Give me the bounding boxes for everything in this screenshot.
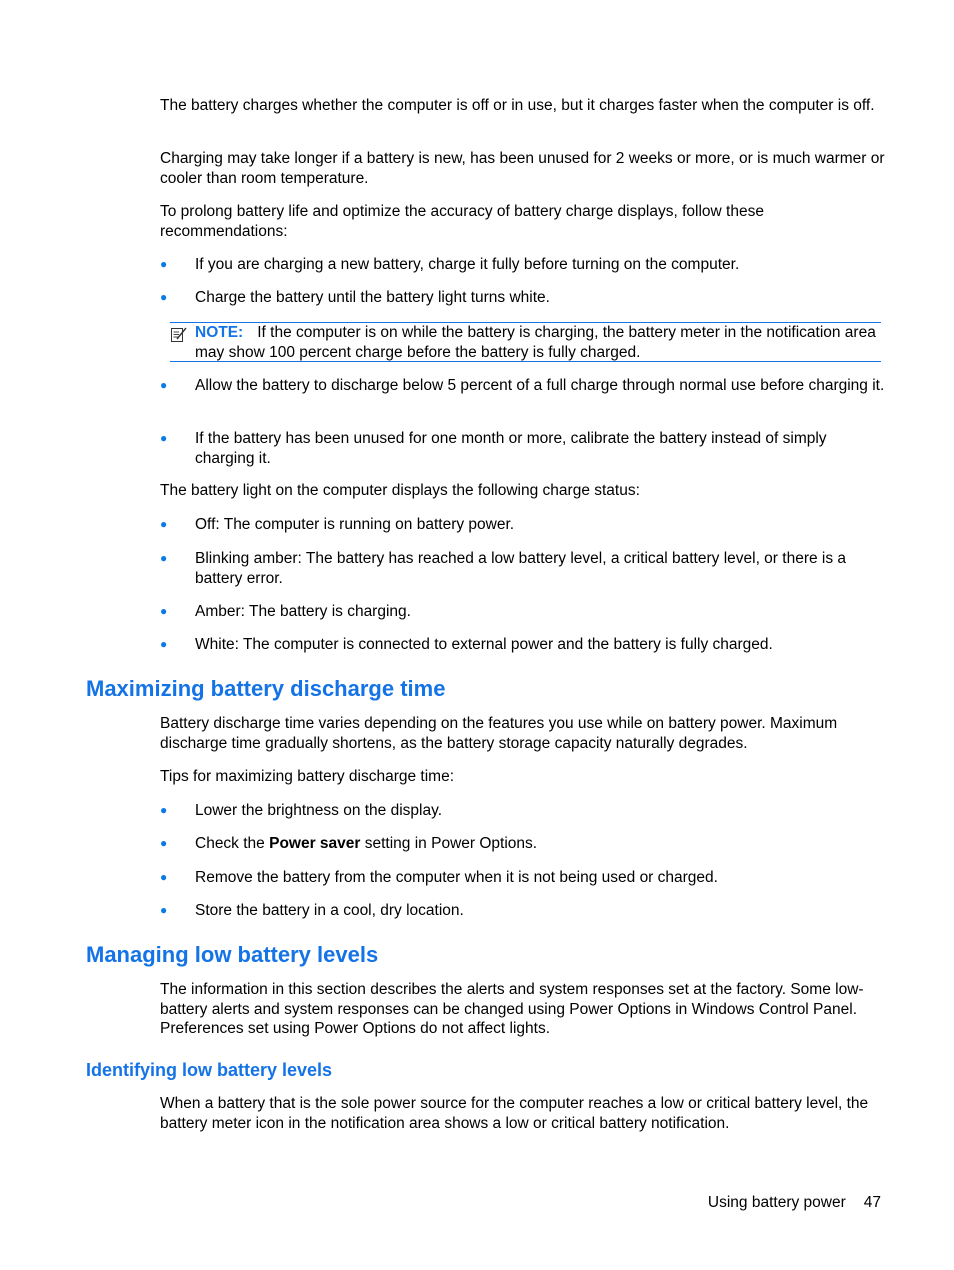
note-text: If the computer is on while the battery is charging, the battery meter in the notification area may show 100 percent charge before the battery is fully charged. — [195, 324, 876, 361]
list-item-text: If you are charging a new battery, charge it fully before turning on the computer. — [195, 256, 740, 273]
page-number: 47 — [863, 1194, 881, 1211]
bullet-icon: ● — [160, 637, 168, 651]
list-item — [160, 515, 885, 535]
list-item-text: Store the battery in a cool, dry location. — [195, 902, 464, 919]
list-item-text: Charge the battery until the battery light turns white. — [195, 289, 550, 306]
list-item-text: White: The computer is connected to external power and the battery is fully charged. — [195, 636, 773, 653]
note-text-block — [195, 323, 881, 362]
bullet-icon: ● — [160, 257, 168, 271]
intro-paragraph-2: Charging may take longer if a battery is new, has been unused for 2 weeks or more, or is much warmer or cooler than room temperature. — [160, 150, 885, 187]
section-heading-managing: Managing low battery levels — [86, 942, 379, 967]
footer-title: Using battery power — [707, 1194, 846, 1211]
list-item — [160, 901, 885, 921]
list-item — [160, 635, 885, 655]
managing-paragraph: The information in this section describes the alerts and system responses set at the factory. Some low-battery alerts and system responses can be changed using Power Options in Windows Control Panel. Preferences set using Power Options do not affect lights. — [160, 981, 864, 1037]
bullet-icon: ● — [160, 290, 168, 304]
intro-paragraph-3: To prolong battery life and optimize the accuracy of battery charge displays, follow these recommendations: — [160, 203, 764, 240]
tips-intro: Tips for maximizing battery discharge time: — [160, 768, 455, 785]
bullet-icon: ● — [160, 378, 168, 392]
list-item-text: Allow the battery to discharge below 5 percent of a full charge through normal use before charging it. — [195, 377, 885, 394]
list-item-text: Off: The computer is running on battery power. — [195, 516, 515, 533]
list-item — [160, 376, 885, 396]
power-saver-term: Power saver — [269, 835, 361, 852]
list-item-text — [195, 834, 885, 854]
section-heading-maximizing: Maximizing battery discharge time — [86, 676, 446, 701]
page-footer — [708, 1193, 881, 1213]
list-item-text: If the battery has been unused for one month or more, calibrate the battery instead of simply charging it. — [195, 430, 827, 467]
list-item — [160, 429, 885, 468]
note-label: NOTE: — [195, 324, 244, 341]
list-item — [160, 288, 885, 308]
light-status-intro: The battery light on the computer displays the following charge status: — [160, 482, 640, 499]
list-item — [160, 602, 885, 622]
note-icon — [170, 326, 188, 344]
tip-text-pre: Check the — [195, 835, 270, 852]
identifying-paragraph: When a battery that is the sole power source for the computer reaches a low or critical battery level, the battery meter icon in the notification area shows a low or critical battery notification. — [160, 1095, 869, 1132]
list-item — [160, 255, 885, 275]
bullet-icon: ● — [160, 431, 168, 445]
bullet-icon: ● — [160, 517, 168, 531]
list-item — [160, 801, 885, 821]
list-item — [160, 834, 885, 854]
list-item — [160, 549, 885, 588]
subsection-heading-identifying: Identifying low battery levels — [86, 1060, 333, 1080]
list-item-text: Remove the battery from the computer when it is not being used or charged. — [195, 869, 718, 886]
maximizing-paragraph: Battery discharge time varies depending on the features you use while on battery power. Maximum discharge time gradually shortens, as the battery storage capacity naturally degrades. — [160, 715, 838, 752]
bullet-icon: ● — [160, 551, 168, 565]
intro-paragraph-1: The battery charges whether the computer is off or in use, but it charges faster when the computer is off. — [160, 97, 875, 114]
tip-text-post: setting in Power Options. — [360, 835, 538, 852]
note-box — [170, 322, 881, 362]
bullet-icon: ● — [160, 803, 168, 817]
bullet-icon: ● — [160, 903, 168, 917]
list-item — [160, 868, 885, 888]
list-item-text: Lower the brightness on the display. — [195, 802, 443, 819]
bullet-icon: ● — [160, 870, 168, 884]
list-item-text: Blinking amber: The battery has reached a low battery level, a critical battery level, or there is a battery error. — [195, 550, 847, 587]
bullet-icon: ● — [160, 604, 168, 618]
bullet-icon: ● — [160, 836, 168, 850]
list-item-text: Amber: The battery is charging. — [195, 603, 411, 620]
